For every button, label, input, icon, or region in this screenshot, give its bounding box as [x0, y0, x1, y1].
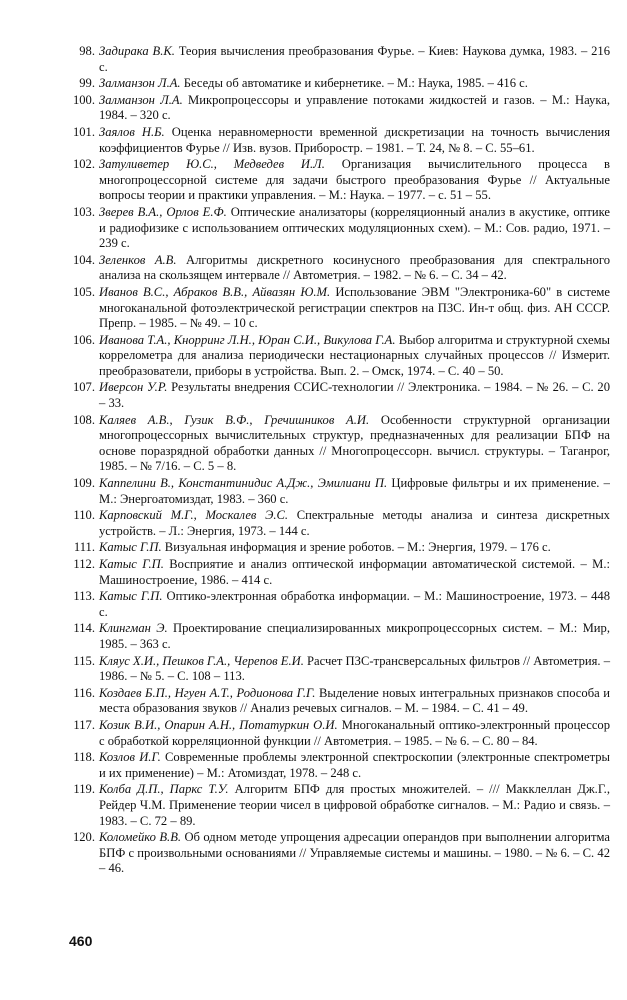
reference-body: [99, 125, 610, 156]
reference-number: 104.: [72, 252, 95, 267]
reference-number: 108.: [72, 412, 95, 427]
reference-body: [99, 830, 610, 877]
reference-number: 111.: [73, 540, 95, 555]
reference-item: [64, 508, 610, 539]
reference-item: [64, 782, 610, 829]
reference-text: Оптические анализаторы (корреляционный анализ в акустике, оптике и радиофизике с использованием оптических модуляционных схем). – М.: Сов. радио, 1971. – 239 с.: [99, 204, 610, 251]
reference-item: [64, 476, 610, 507]
reference-authors: Козлов И.Г.: [99, 750, 161, 765]
reference-authors: Задирака В.К.: [99, 44, 175, 58]
reference-authors: Коздаев Б.П., Нгуен А.Т., Родионова Г.Г.: [99, 685, 316, 700]
reference-text: Расчет ПЗС-трансверсальных фильтров // Автометрия. – 1986. – № 5. – С. 108 – 113.: [99, 653, 611, 684]
reference-body: [99, 718, 610, 749]
reference-text: Многоканальный оптико-электронный процессор с обработкой корреляционной функции // Автометрия. – 1985. – № 6. – С. 80 – 84.: [99, 717, 610, 748]
reference-item: [64, 76, 610, 92]
reference-text: Цифровые фильтры и их применение. – М.: Энергоатомиздат, 1983. – 360 с.: [99, 476, 610, 506]
reference-number: 107.: [72, 380, 95, 395]
reference-text: Алгоритмы дискретного косинусного преобразования для спектрального анализа на скользящем интервале // Автометрия. – 1982. – № 6. – С. 34 – 42.: [99, 252, 610, 283]
reference-number: 102.: [72, 157, 95, 172]
reference-item: [64, 718, 610, 749]
reference-text: Беседы об автоматике и кибернетике. – М.: Наука, 1985. – 416 с.: [183, 76, 528, 91]
reference-item: [64, 413, 610, 475]
reference-item: [64, 540, 610, 556]
reference-text: Результаты внедрения ССИС-технологии // Электроника. – 1984. – № 26. – С. 20 – 33.: [99, 380, 610, 411]
reference-authors: Залманзон Л.А.: [99, 92, 183, 107]
reference-authors: Каляев А.В., Гузик В.Ф., Гречишников А.И.: [99, 412, 370, 427]
reference-body: [99, 621, 610, 652]
reference-text: Особенности структурной организации многопроцессорных вычислительных структур, предназначенных для реализации БПФ на основе поразрядной обработки данных // Многопроцессорн. вычисл. структуры. – Таганрог, 1985. – № 7/16. – С. 5 – 8.: [99, 412, 610, 474]
reference-body: [99, 380, 610, 411]
reference-number: 114.: [73, 621, 95, 636]
reference-authors: Залманзон Л.А.: [99, 76, 181, 91]
reference-number: 117.: [73, 717, 95, 732]
reference-body: [99, 508, 610, 539]
reference-body: [99, 782, 610, 829]
reference-item: [64, 205, 610, 252]
reference-item: [64, 380, 610, 411]
reference-number: 98.: [79, 44, 95, 58]
reference-text: Использование ЭВМ "Электроника-60" в системе многоканальной фотоэлектрической регистрации спектров на ПЗС. Ин-т общ. физ. АН СССР. Препр. – 1985. – № 49. – 10 с.: [99, 284, 610, 331]
reference-number: 100.: [72, 92, 95, 107]
reference-text: Теория вычисления преобразования Фурье. – Киев: Наукова думка, 1983. – 216 с.: [99, 44, 611, 74]
reference-number: 115.: [73, 653, 95, 668]
reference-item: [64, 44, 610, 75]
reference-number: 120.: [72, 830, 95, 845]
reference-body: [99, 686, 610, 717]
reference-authors: Катыс Г.П.: [99, 540, 162, 555]
reference-text: Восприятие и анализ оптической информации автоматической системой. – М.: Машиностроение, 1986. – 414 с.: [99, 557, 610, 587]
reference-text: Микропроцессоры и управление потоками жидкостей и газов. – М.: Наука, 1984. – 320 с.: [99, 92, 610, 123]
reference-number: 110.: [73, 508, 95, 523]
reference-body: [99, 205, 610, 252]
reference-authors: Заялов Н.Б.: [99, 124, 165, 139]
reference-item: [64, 654, 610, 685]
reference-number: 109.: [72, 476, 95, 491]
reference-authors: Затуливетер Ю.С., Медведев И.Л.: [99, 157, 325, 172]
reference-authors: Иванова Т.А., Кнорринг Л.Н., Юран С.И., Викулова Г.А.: [99, 332, 396, 347]
reference-list: [64, 44, 610, 877]
reference-authors: Иверсон У.Р.: [99, 380, 168, 395]
reference-authors: Карповский М.Г., Москалев Э.С.: [99, 508, 289, 523]
reference-item: [64, 750, 610, 781]
reference-number: 112.: [73, 557, 95, 571]
reference-text: Спектральные методы анализа и синтеза дискретных устройств. – Л.: Энергия, 1973. – 144 с.: [99, 508, 610, 538]
reference-item: [64, 589, 610, 620]
reference-item: [64, 621, 610, 652]
reference-number: 99.: [79, 76, 95, 91]
reference-authors: Катыс Г.П.: [99, 589, 163, 604]
reference-number: 103.: [72, 204, 95, 219]
reference-item: [64, 157, 610, 204]
reference-body: [99, 413, 610, 475]
reference-authors: Зеленков А.В.: [99, 252, 177, 267]
reference-number: 101.: [72, 124, 95, 139]
reference-body: [99, 76, 610, 92]
reference-body: [99, 333, 610, 380]
reference-number: 113.: [73, 589, 95, 604]
reference-number: 118.: [73, 750, 95, 765]
reference-body: [99, 44, 610, 75]
reference-authors: Клингман Э.: [99, 621, 168, 636]
reference-authors: Кляус Х.И., Пешков Г.А., Черепов Е.И.: [99, 653, 304, 668]
reference-body: [99, 654, 610, 685]
reference-body: [99, 540, 610, 556]
reference-text: Алгоритм БПФ для простых множителей. – /// Макклеллан Дж.Г., Рейдер Ч.М. Применение теории чисел в цифровой обработке сигналов. – М.: Радио и связь. – 1983. – С. 72 – 89.: [99, 782, 610, 828]
reference-authors: Козик В.И., Опарин А.Н., Потатуркин О.И.: [99, 717, 338, 732]
reference-text: Организация вычислительного процесса в многопроцессорной системе для задачи быстрого преобразования Фурье // Актуальные вопросы теории и практики управления. – М.: Наука. – 1977. – с. 51 – 55.: [99, 157, 611, 203]
reference-body: [99, 557, 610, 588]
reference-body: [99, 157, 610, 204]
reference-body: [99, 476, 610, 507]
reference-text: Проектирование специализированных микропроцессорных систем. – М.: Мир, 1985. – 363 с.: [99, 621, 610, 651]
reference-authors: Зверев В.А., Орлов Е.Ф.: [99, 204, 227, 219]
reference-text: Современные проблемы электронной спектроскопии (электронные спектрометры и их применение) – М.: Атомиздат, 1978. – 248 с.: [99, 750, 610, 780]
reference-body: [99, 253, 610, 284]
reference-authors: Колба Д.П., Паркс Т.У.: [99, 782, 229, 797]
reference-text: Об одном методе упрощения адресации операндов при выполнении алгоритма БПФ с произвольными основаниями // Управляемые системы и машины. – 1980. – № 6. – С. 42 – 46.: [99, 830, 610, 876]
reference-text: Оптико-электронная обработка информации. – М.: Машиностроение, 1973. – 448 с.: [99, 589, 610, 619]
reference-body: [99, 589, 610, 620]
reference-item: [64, 93, 610, 124]
reference-number: 119.: [73, 782, 95, 797]
reference-body: [99, 93, 610, 124]
reference-body: [99, 285, 610, 332]
reference-item: [64, 253, 610, 284]
reference-text: Выделение новых интегральных признаков способа и места образования звуков // Анализ речевых сигналов. – М. – 1984. – С. 41 – 49.: [99, 685, 610, 716]
reference-item: [64, 557, 610, 588]
reference-number: 106.: [72, 332, 95, 347]
reference-body: [99, 750, 610, 781]
reference-item: [64, 333, 610, 380]
page-number: 460: [69, 933, 93, 949]
reference-authors: Коломейко В.В.: [99, 830, 182, 845]
reference-text: Визуальная информация и зрение роботов. – М.: Энергия, 1979. – 176 с.: [164, 540, 551, 555]
reference-number: 105.: [72, 284, 95, 299]
reference-authors: Каппелини В., Константинидис А.Дж., Эмилиани П.: [99, 476, 388, 491]
reference-item: [64, 125, 610, 156]
reference-item: [64, 830, 610, 877]
reference-item: [64, 285, 610, 332]
reference-authors: Катыс Г.П.: [99, 557, 164, 571]
reference-number: 116.: [73, 685, 95, 700]
reference-text: Выбор алгоритма и структурной схемы коррелометра для анализа периодически нестационарных случайных процессов // Измерит. преобразователи, приборы в устройства. Вып. 2. – Омск, 1974. – С. 40 – 50.: [99, 332, 611, 378]
reference-item: [64, 686, 610, 717]
reference-text: Оценка неравномерности временной дискретизации на точность вычисления коэффициентов Фурье // Изв. вузов. Приборостр. – 1981. – Т. 24, № 8. – С. 55–61.: [99, 124, 611, 155]
reference-authors: Иванов В.С., Абраков В.В., Айвазян Ю.М.: [99, 284, 331, 299]
